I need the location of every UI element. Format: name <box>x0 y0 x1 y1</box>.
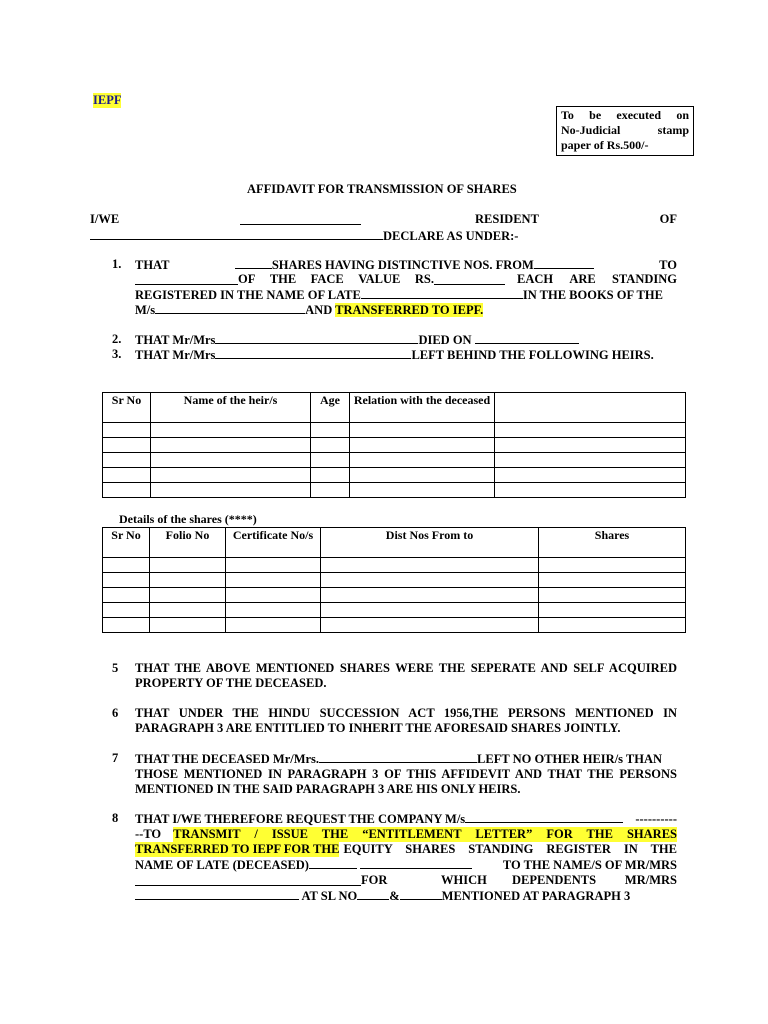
mr-mrs-label: THAT Mr/Mrs <box>135 348 216 362</box>
para5-line-1: THAT THE ABOVE MENTIONED SHARES WERE THE SEPERATE AND SELF ACQUIRED <box>135 661 677 675</box>
transmit-highlight: TRANSMIT / ISSUE THE “ENTITLEMENT LETTER” FOR THE SHARES <box>173 827 677 841</box>
table-cell[interactable] <box>150 573 226 588</box>
which-label: WHICH <box>441 873 487 887</box>
iwe-label: I/WE <box>90 212 120 226</box>
table-row <box>103 558 686 573</box>
table-cell[interactable] <box>539 558 686 573</box>
death-date-blank[interactable] <box>475 332 579 344</box>
para8-line-6 <box>135 888 677 904</box>
declare-label: DECLARE AS UNDER:- <box>383 229 519 243</box>
stamp-text: paper of Rs.500/- <box>561 138 649 152</box>
shares-table <box>102 527 686 633</box>
table-cell[interactable] <box>103 558 150 573</box>
para1-line-1 <box>135 257 677 273</box>
table-cell[interactable] <box>103 438 151 453</box>
table-cell[interactable] <box>103 588 150 603</box>
late-name-blank[interactable] <box>361 287 523 299</box>
col-header-sr-no: Sr No <box>103 393 151 423</box>
table-cell[interactable] <box>311 483 350 498</box>
died-on-label: DIED ON <box>418 333 472 347</box>
table-cell[interactable] <box>103 453 151 468</box>
to-names-label: TO THE NAME/S OF MR/MRS <box>502 858 677 872</box>
face-value-text: OF THE FACE VALUE RS. <box>238 272 434 286</box>
para5-text <box>135 661 677 691</box>
deceased-name-blank[interactable] <box>215 347 411 359</box>
table-cell[interactable] <box>495 483 686 498</box>
to-label: --TO <box>135 827 162 841</box>
para1-number: 1. <box>112 257 122 271</box>
transferred-highlight: TRANSFERRED TO IEPF. <box>335 303 484 317</box>
late-name-blank[interactable] <box>309 857 357 869</box>
no-other-heir-label: LEFT NO OTHER HEIR/s THAN <box>477 752 663 766</box>
registered-label: REGISTERED IN THE NAME OF LATE <box>135 288 361 302</box>
col-header-certificate: Certificate No/s <box>226 528 321 558</box>
dash-fill: ---------- <box>635 812 677 826</box>
table-cell[interactable] <box>539 588 686 603</box>
table-cell[interactable] <box>226 588 321 603</box>
table-row <box>103 468 686 483</box>
table-cell[interactable] <box>103 423 151 438</box>
table-cell[interactable] <box>151 453 311 468</box>
dependent-name-blank[interactable] <box>135 888 299 900</box>
col-header-sr-no: Sr No <box>103 528 150 558</box>
shares-table-caption: Details of the shares (****) <box>119 512 257 526</box>
table-cell[interactable] <box>321 558 539 573</box>
of-label: OF <box>659 212 677 226</box>
table-cell[interactable] <box>350 468 495 483</box>
para6-text <box>135 706 677 736</box>
table-cell[interactable] <box>495 468 686 483</box>
and-label: AND <box>305 303 333 317</box>
table-cell[interactable] <box>103 603 150 618</box>
para8-line-3 <box>135 842 677 857</box>
table-cell[interactable] <box>311 423 350 438</box>
to-blank[interactable] <box>135 273 238 285</box>
left-behind-label: LEFT BEHIND THE FOLLOWING HEIRS. <box>411 348 654 362</box>
table-cell[interactable] <box>311 438 350 453</box>
table-cell[interactable] <box>321 603 539 618</box>
table-cell[interactable] <box>103 573 150 588</box>
stamp-text: stamp <box>657 123 689 137</box>
stamp-text: be <box>589 108 602 122</box>
table-cell[interactable] <box>150 603 226 618</box>
each-text: EACH ARE STANDING <box>517 272 677 286</box>
table-cell[interactable] <box>226 573 321 588</box>
para8-number: 8 <box>112 811 119 825</box>
table-cell[interactable] <box>321 588 539 603</box>
table-cell[interactable] <box>103 618 150 633</box>
sl-no-blank-2[interactable] <box>400 888 442 900</box>
table-cell[interactable] <box>151 468 311 483</box>
table-cell[interactable] <box>321 618 539 633</box>
col-header-heir-name: Name of the heir/s <box>151 393 311 423</box>
deceased-name-blank[interactable] <box>319 751 477 763</box>
stamp-paper-note <box>556 106 694 156</box>
heirs-header-row <box>103 393 686 423</box>
table-cell[interactable] <box>495 453 686 468</box>
para8-line-4 <box>135 857 677 873</box>
intro-line-2 <box>90 228 677 244</box>
for-label: FOR <box>361 873 388 887</box>
table-cell[interactable] <box>311 453 350 468</box>
table-cell[interactable] <box>226 558 321 573</box>
para7-line-1 <box>135 751 677 767</box>
ms-label: M/s <box>135 303 156 317</box>
mr-mrs-label: THAT Mr/Mrs <box>135 333 216 347</box>
table-cell[interactable] <box>150 558 226 573</box>
that-label: THAT <box>135 258 170 272</box>
table-cell[interactable] <box>151 438 311 453</box>
para6-line-1: THAT UNDER THE HINDU SUCCESSION ACT 1956,THE PERSONS MENTIONED IN <box>135 706 677 720</box>
para7-line-2: THOSE MENTIONED IN PARAGRAPH 3 OF THIS AFFIDEVIT AND THAT THE PERSONS <box>135 767 677 781</box>
para3-number: 3. <box>112 347 122 361</box>
mr-mrs-label: MR/MRS <box>624 873 677 887</box>
heirs-table <box>102 392 686 498</box>
ampersand: & <box>389 889 400 903</box>
late-name-blank-2[interactable] <box>360 857 472 869</box>
table-cell[interactable] <box>151 423 311 438</box>
para6-number: 6 <box>112 706 119 720</box>
shares-having-label: SHARES HAVING DISTINCTIVE NOS. FROM <box>271 258 534 272</box>
sl-no-blank[interactable] <box>357 888 389 900</box>
shares-header-row <box>103 528 686 558</box>
table-row <box>103 618 686 633</box>
para8-line-1 <box>135 811 677 827</box>
stamp-text: To <box>561 108 574 122</box>
resident-label: RESIDENT <box>475 212 539 226</box>
para2-number: 2. <box>112 332 122 346</box>
table-cell[interactable] <box>151 483 311 498</box>
col-header-relation: Relation with the deceased <box>350 393 495 423</box>
dependents-label: DEPENDENTS <box>512 873 597 887</box>
table-cell[interactable] <box>495 438 686 453</box>
table-cell[interactable] <box>150 588 226 603</box>
equity-shares-text: EQUITY SHARES STANDING REGISTER IN THE <box>343 842 677 856</box>
table-cell[interactable] <box>311 468 350 483</box>
stamp-text: on <box>676 108 689 122</box>
table-cell[interactable] <box>539 603 686 618</box>
col-header-shares: Shares <box>539 528 686 558</box>
table-cell[interactable] <box>350 438 495 453</box>
request-label: THAT I/WE THEREFORE REQUEST THE COMPANY M/s <box>135 812 466 826</box>
para1-line-3 <box>135 287 677 303</box>
table-row <box>103 453 686 468</box>
in-books-label: IN THE BOOKS OF THE <box>522 288 663 302</box>
table-row <box>103 573 686 588</box>
table-cell[interactable] <box>495 423 686 438</box>
shares-count-blank[interactable] <box>235 257 272 269</box>
company-blank[interactable] <box>465 811 623 823</box>
para7-number: 7 <box>112 751 119 765</box>
para8-line-2 <box>135 827 677 842</box>
table-cell[interactable] <box>539 618 686 633</box>
from-blank[interactable] <box>534 257 594 269</box>
table-cell[interactable] <box>226 618 321 633</box>
col-header-blank <box>495 393 686 423</box>
col-header-age: Age <box>311 393 350 423</box>
table-row <box>103 483 686 498</box>
para6-line-2: PARAGRAPH 3 ARE ENTITLIED TO INHERIT THE AFORESAID SHARES JOINTLY. <box>135 721 621 735</box>
table-row <box>103 423 686 438</box>
para8-line-5 <box>135 873 677 888</box>
address-blank[interactable] <box>90 228 383 240</box>
table-cell[interactable] <box>150 618 226 633</box>
table-cell[interactable] <box>350 423 495 438</box>
sl-no-label: AT SL NO <box>301 889 358 903</box>
deceased-name-blank[interactable] <box>215 332 418 344</box>
deceased-label: THAT THE DECEASED Mr/Mrs. <box>135 752 320 766</box>
table-cell[interactable] <box>226 603 321 618</box>
table-row <box>103 438 686 453</box>
mentioned-label: MENTIONED AT PARAGRAPH 3 <box>441 889 631 903</box>
table-cell[interactable] <box>103 468 151 483</box>
table-row <box>103 588 686 603</box>
para8-text <box>135 811 677 904</box>
name-blank[interactable] <box>240 213 361 225</box>
face-value-blank[interactable] <box>434 273 505 285</box>
col-header-folio-no: Folio No <box>150 528 226 558</box>
para5-line-2: PROPERTY OF THE DECEASED. <box>135 676 327 690</box>
para1-line-4 <box>135 302 677 318</box>
table-cell[interactable] <box>350 483 495 498</box>
to-label: TO <box>659 258 677 272</box>
iepf-tag: IEPF <box>93 93 122 107</box>
table-cell[interactable] <box>103 483 151 498</box>
company-blank[interactable] <box>155 302 305 314</box>
table-cell[interactable] <box>321 573 539 588</box>
para7-text <box>135 751 677 797</box>
table-cell[interactable] <box>539 573 686 588</box>
para2-line <box>135 332 677 348</box>
table-row <box>103 603 686 618</box>
document-title: AFFIDAVIT FOR TRANSMISSION OF SHARES <box>247 182 517 196</box>
para7-line-3: MENTIONED IN THE SAID PARAGRAPH 3 ARE HIS ONLY HEIRS. <box>135 782 521 796</box>
col-header-dist-nos: Dist Nos From to <box>321 528 539 558</box>
table-cell[interactable] <box>350 453 495 468</box>
para3-line <box>135 347 677 363</box>
transferred-highlight: TRANSFERRED TO IEPF FOR THE <box>135 842 340 856</box>
dependent-name-blank[interactable] <box>135 874 361 886</box>
stamp-text: executed <box>616 108 662 122</box>
stamp-text: No-Judicial <box>561 123 621 137</box>
name-of-late-label: NAME OF LATE (DECEASED) <box>135 858 309 872</box>
para5-number: 5 <box>112 661 119 675</box>
